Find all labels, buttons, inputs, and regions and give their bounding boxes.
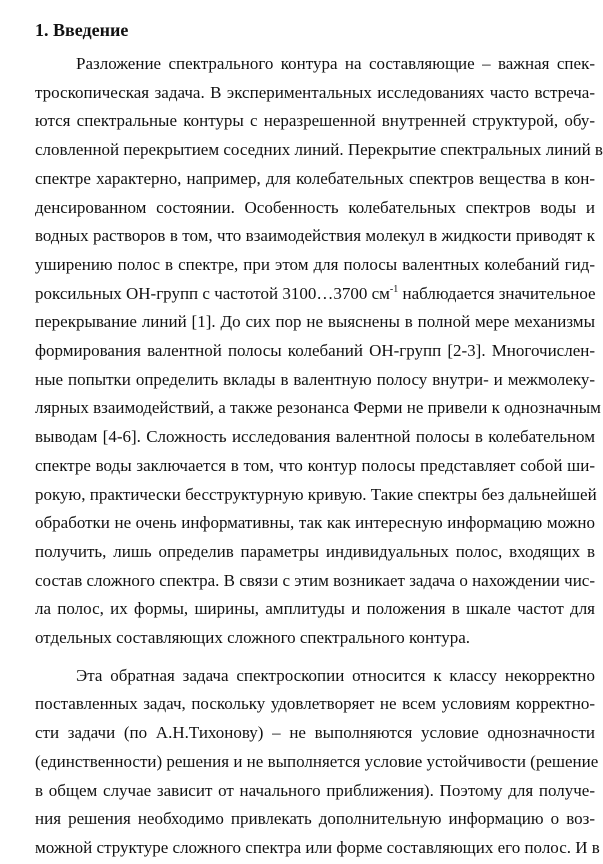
text-segment: роксильных ОН-групп с частотой 3100…3700 см bbox=[35, 284, 390, 303]
text-line: обработки не очень информативны, так как интересную информацию можно bbox=[35, 513, 595, 532]
text-line: ются спектральные контуры с неразрешенной внутренней структурой, обу- bbox=[35, 111, 595, 130]
text-line: спектре воды заключается в том, что контур полосы представляет собой ши- bbox=[35, 456, 595, 475]
text-line: лярных взаимодействий, а также резонанса Ферми не привели к однозначным bbox=[35, 398, 601, 417]
text-line: выводам [4-6]. Сложность исследования валентной полосы в колебательном bbox=[35, 427, 595, 446]
text-line: троскопическая задача. В экспериментальных исследованиях часто встреча- bbox=[35, 83, 595, 102]
text-line: спектре характерно, например, для колебательных спектров вещества в кон- bbox=[35, 169, 595, 188]
text-line: ния решения необходимо привлекать дополнительную информацию о воз- bbox=[35, 809, 595, 828]
text-line: рокую, практически бесструктурную кривую. Такие спектры без дальнейшей bbox=[35, 485, 597, 504]
text-line: формирования валентной полосы колебаний ОН-групп [2-3]. Многочислен- bbox=[35, 341, 595, 360]
text-line: поставленных задач, поскольку удовлетворяет не всем условиям корректно- bbox=[35, 694, 595, 713]
text-line: водных растворов в том, что взаимодействия молекул в жидкости приводят к bbox=[35, 226, 595, 245]
text-line: перекрывание линий [1]. До сих пор не выяснены в полной мере механизмы bbox=[35, 312, 595, 331]
text-line: получить, лишь определив параметры индивидуальных полос, входящих в bbox=[35, 542, 595, 561]
text-line: уширению полос в спектре, при этом для полосы валентных колебаний гид- bbox=[35, 255, 595, 274]
text-line: денсированном состоянии. Особенность колебательных спектров воды и bbox=[35, 198, 595, 217]
text-segment: наблюдается значительное bbox=[398, 284, 596, 303]
text-line: отдельных составляющих сложного спектрального контура. bbox=[35, 628, 471, 647]
text-line: ла полос, их формы, ширины, амплитуды и положения в шкале частот для bbox=[35, 599, 595, 618]
text-line: (единственности) решения и не выполняется условие устойчивости (решение bbox=[35, 752, 599, 771]
text-line: в общем случае зависит от начального приближения). Поэтому для получе- bbox=[35, 781, 595, 800]
text-line: можной структуре сложного спектра или форме составляющих его полос. И в bbox=[35, 838, 600, 857]
text-line: ные попытки определить вклады в валентную полосу внутри- и межмолеку- bbox=[35, 370, 595, 389]
text-line: сти задачи (по А.Н.Тихонову) – не выполняются условие однозначности bbox=[35, 723, 595, 742]
text-line: состав сложного спектра. В связи с этим возникает задача о нахождении чис- bbox=[35, 571, 595, 590]
text-line: Разложение спектрального контура на составляющие – важная спек- bbox=[76, 54, 595, 73]
section-heading: 1. Введение bbox=[35, 20, 129, 40]
text-line-with-superscript bbox=[35, 282, 595, 306]
text-line: словленной перекрытием соседних линий. Перекрытие спектральных линий в bbox=[35, 140, 603, 159]
text-line: Эта обратная задача спектроскопии относится к классу некорректно bbox=[76, 666, 595, 685]
superscript: -1 bbox=[389, 284, 399, 295]
